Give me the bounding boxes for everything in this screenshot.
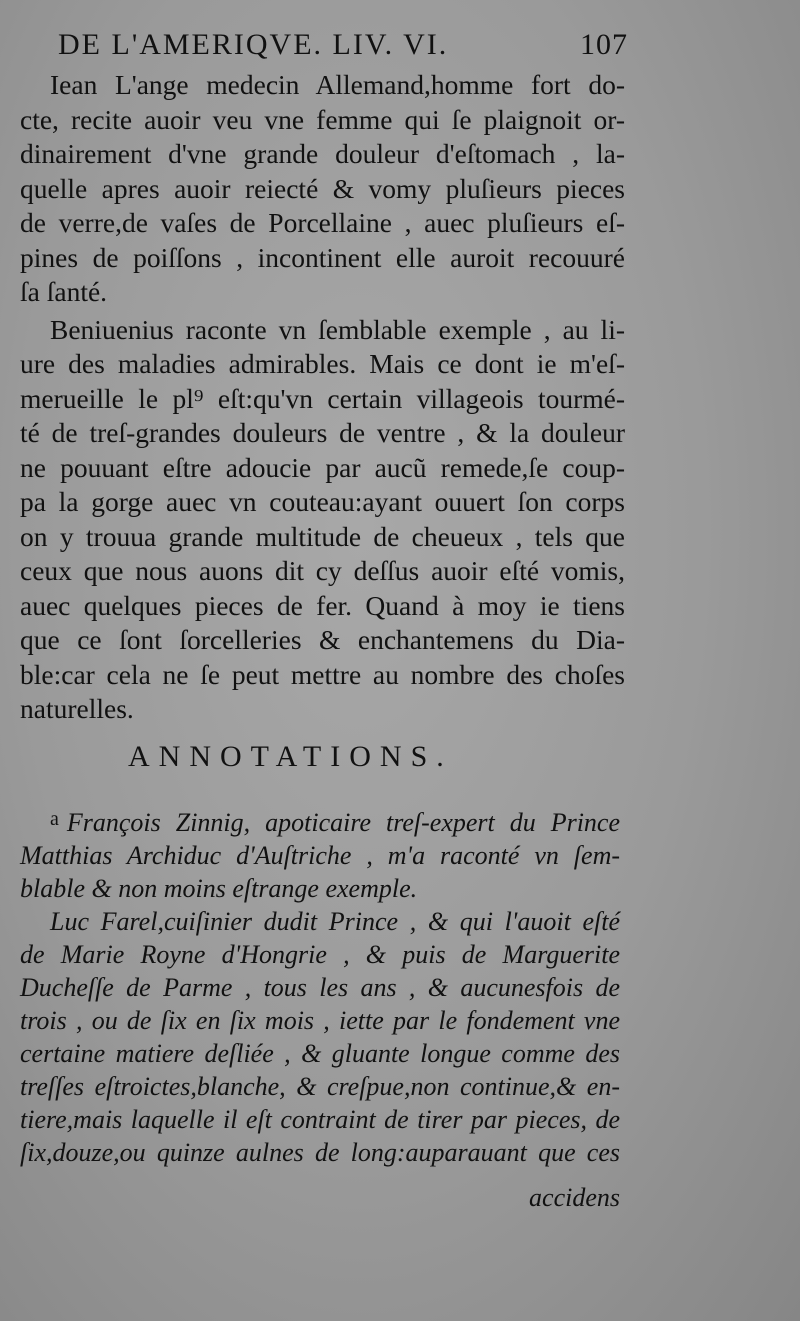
page-number: 107 <box>580 28 628 61</box>
text-line: de verre,de vaſes de Porcellaine , auec pluſieurs eſ- <box>20 207 625 238</box>
text-line: Iean L'ange medecin Allemand,homme fort do- <box>50 69 625 100</box>
main-text <box>20 68 625 727</box>
note-line-text: François Zinnig, apoticaire treſ-expert du Prince <box>66 808 620 837</box>
text-line: que ce ſont ſorcelleries & enchantemens du Dia- <box>20 624 625 655</box>
text-line: on y trouua grande multitude de cheueux , tels que <box>20 520 625 552</box>
text-line: certaine matiere deſliée , & gluante longue comme des <box>20 1039 620 1068</box>
text-line: merueille le pl⁹ eſt:qu'vn certain villageois tourmé- <box>20 382 625 414</box>
text-line <box>20 803 620 839</box>
paragraph-1 <box>20 68 625 310</box>
text-line: ceux que nous auons dit cy deſſus auoir eſté vomis, <box>20 555 625 586</box>
text-line: pa la gorge auec vn couteau:ayant ouuert ſon corps <box>20 486 625 517</box>
running-title: DE L'AMERIQVE. LIV. VI. <box>58 28 449 61</box>
text-line: de Marie Royne d'Hongrie , & puis de Marguerite <box>20 940 620 969</box>
paragraph-2 <box>20 313 625 727</box>
note-2 <box>20 905 620 1169</box>
text-line: Luc Farel,cuiſinier dudit Prince , & qui l'auoit eſté <box>50 907 620 936</box>
text-line: pines de poiſſons , incontinent elle auroit recouuré <box>20 241 625 273</box>
text-line: treſſes eſtroictes,blanche, & creſpue,non continue,& en- <box>20 1072 620 1101</box>
note-marker: a <box>50 808 59 830</box>
text-line: cte, recite auoir veu vne femme qui ſe plaignoit or- <box>20 103 625 135</box>
page-header <box>58 28 628 68</box>
text-line: dinairement d'vne grande douleur d'eſtomach , la- <box>20 138 625 169</box>
text-line: blable & non moins eſtrange exemple. <box>20 874 418 903</box>
note-1 <box>20 803 620 905</box>
text-line: Beniuenius raconte vn ſemblable exemple , au li- <box>50 313 625 345</box>
catchword: accidens <box>529 1183 620 1212</box>
text-line: té de treſ-grandes douleurs de ventre , & la douleur <box>20 417 625 448</box>
text-line: naturelles. <box>20 693 134 724</box>
annotations-heading: ANNOTATIONS. <box>128 740 453 773</box>
text-line: quelle apres auoir reiecté & vomy pluſieurs pieces <box>20 172 625 204</box>
text-line: trois , ou de ſix en ſix mois , iette par le fondement vne <box>20 1006 620 1035</box>
text-line: ne pouuant eſtre adoucie par aucũ remede,ſe coup- <box>20 451 625 483</box>
text-line: Matthias Archiduc d'Auſtriche , m'a raconté vn ſem- <box>20 841 620 870</box>
text-line: tiere,mais laquelle il eſt contraint de tirer par pieces, de <box>20 1105 620 1134</box>
text-line: ſa ſanté. <box>20 276 108 307</box>
text-line: ure des maladies admirables. Mais ce dont ie m'eſ- <box>20 348 625 379</box>
annotations-text <box>20 803 620 1169</box>
text-line: ſix,douze,ou quinze aulnes de long:auparauant que ces <box>20 1138 620 1167</box>
text-line: ble:car cela ne ſe peut mettre au nombre des choſes <box>20 658 625 690</box>
text-line: Ducheſſe de Parme , tous les ans , & aucunesfois de <box>20 973 620 1002</box>
text-line: auec quelques pieces de fer. Quand à moy ie tiens <box>20 589 625 621</box>
